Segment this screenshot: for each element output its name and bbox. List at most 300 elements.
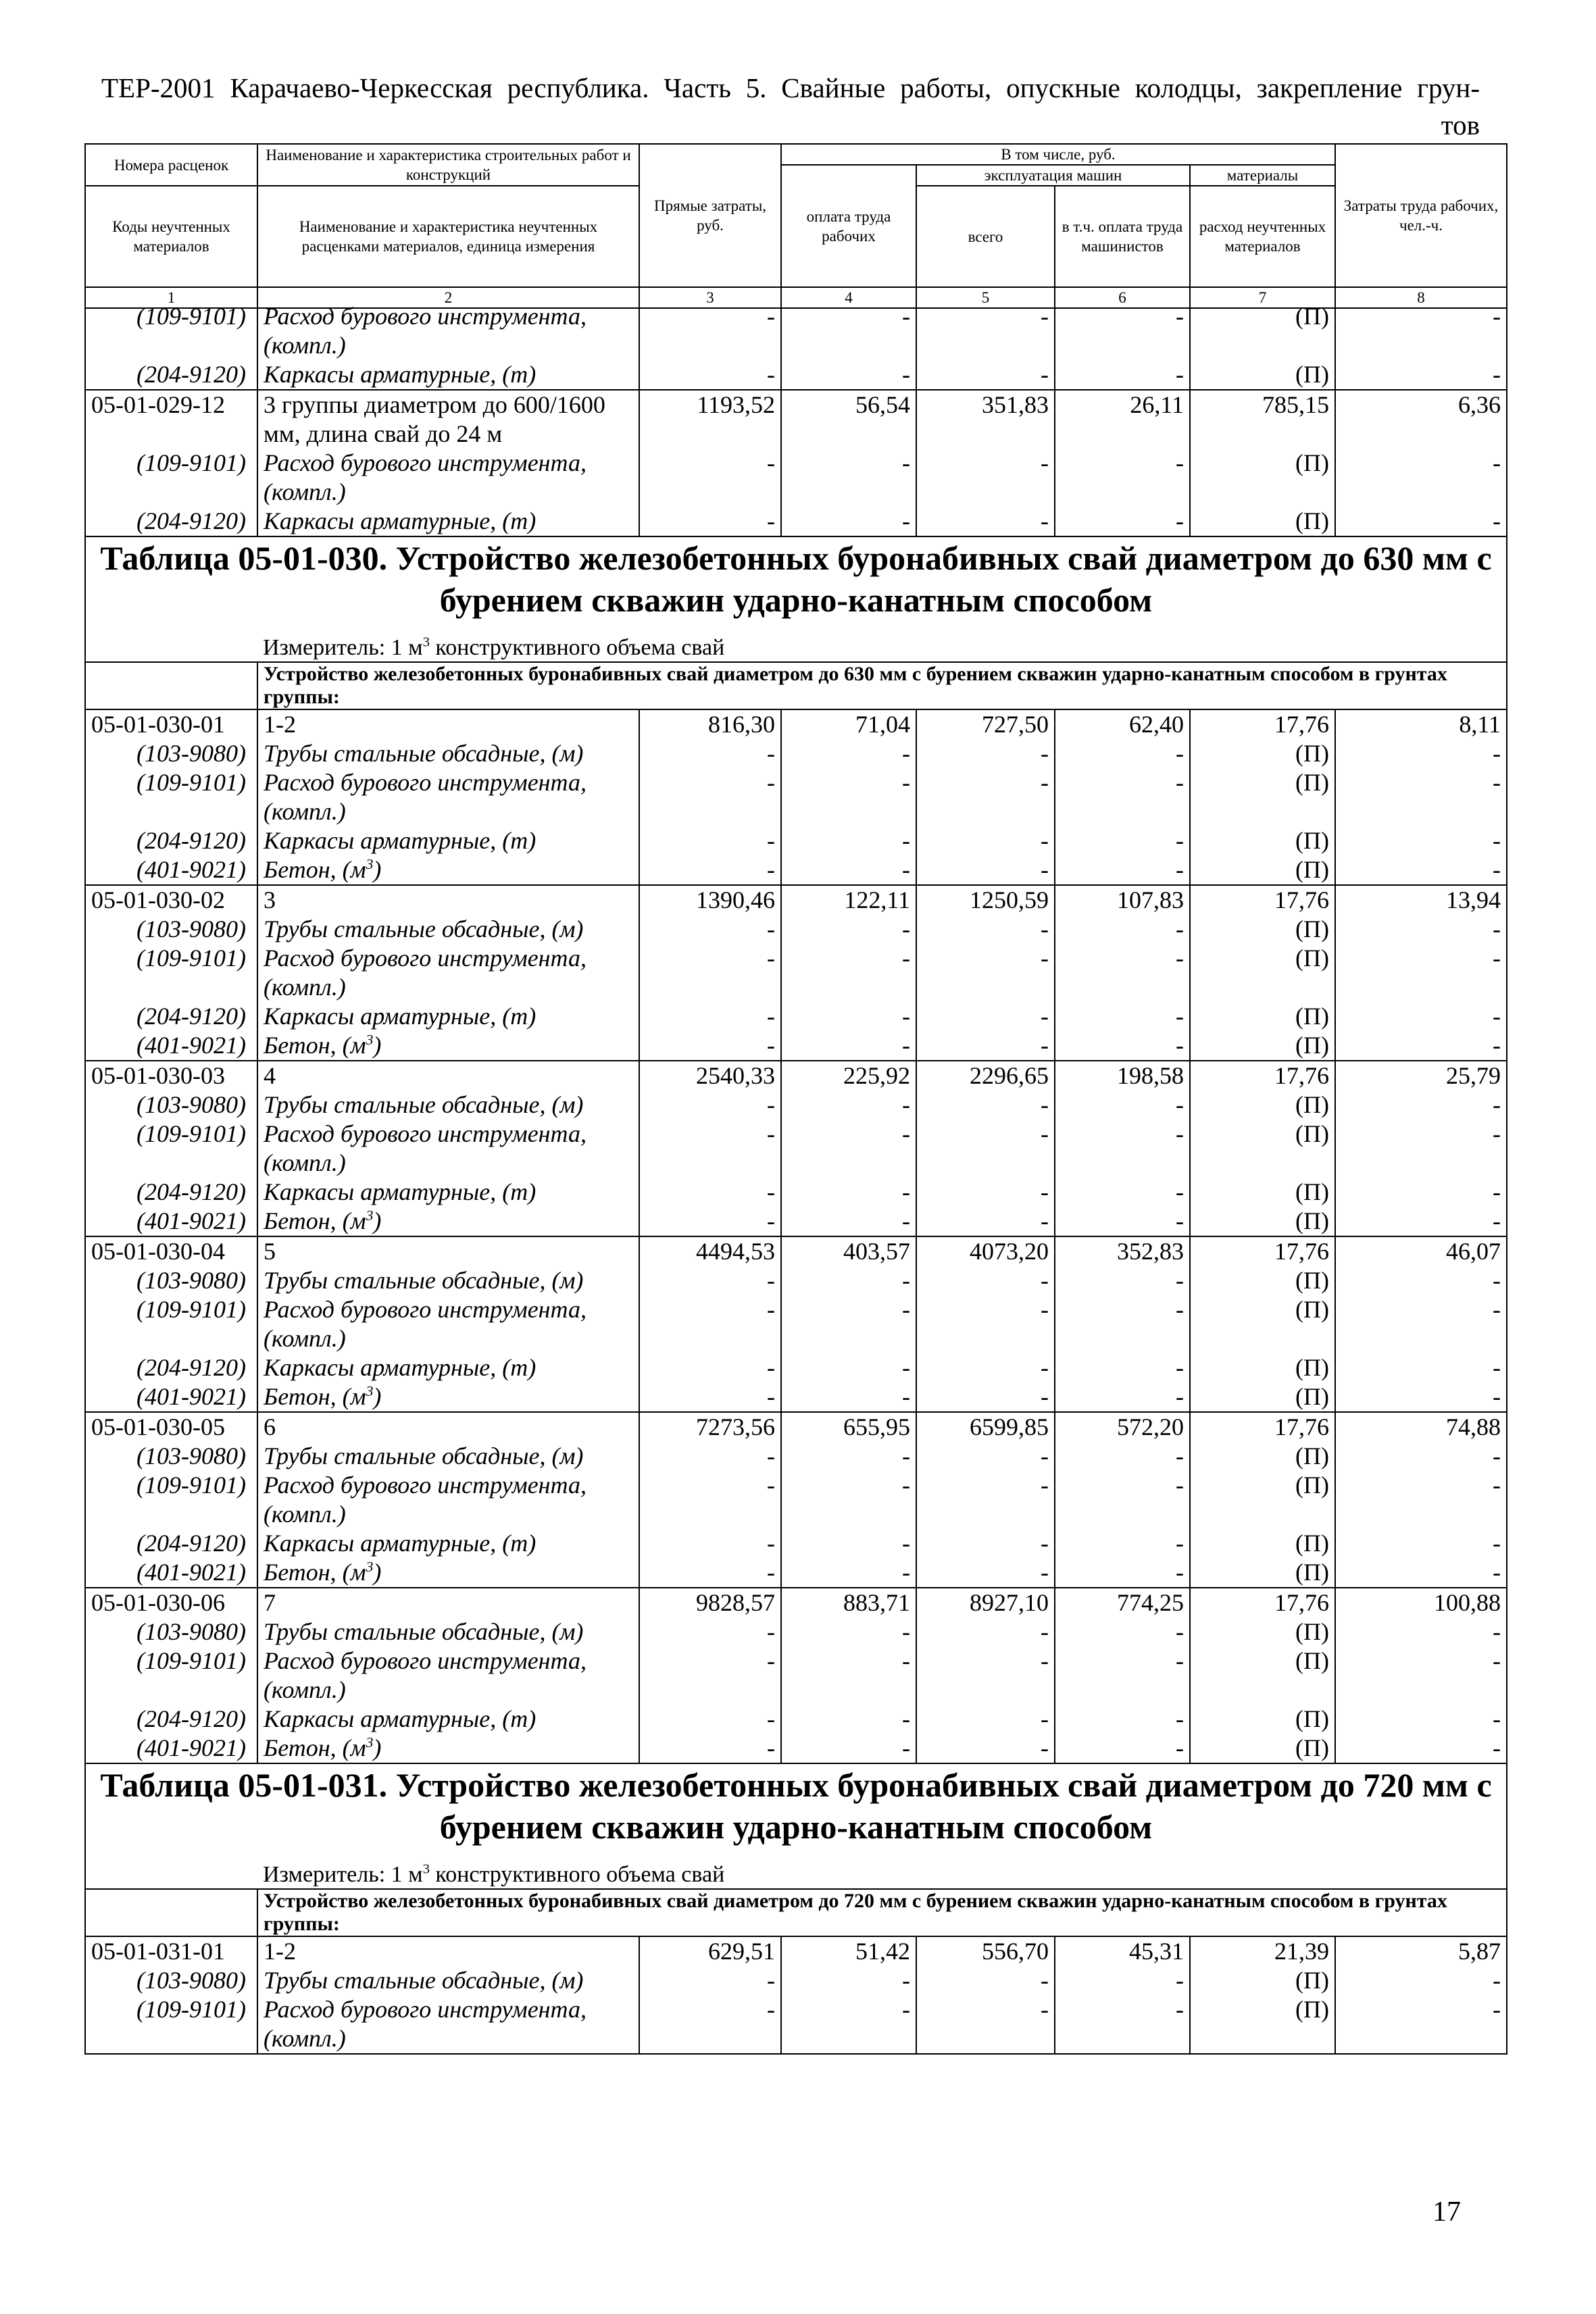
table-title-line: бурением скважин ударно-канатным способом (439, 581, 1153, 619)
value-c3: - (639, 1617, 781, 1646)
meter-prefix: Измеритель: 1 м (263, 1862, 423, 1887)
value-c7: 17,76 (1190, 1412, 1335, 1442)
rate-name: 3 группы диаметром до 600/1600 мм, длина свай до 24 м (257, 390, 639, 449)
value-c8: - (1335, 1353, 1507, 1382)
value-c3: 9828,57 (639, 1588, 781, 1617)
value-c5: - (916, 739, 1055, 768)
value-c7: 17,76 (1190, 1588, 1335, 1617)
col-num: 5 (916, 287, 1055, 308)
value-c3: - (639, 1031, 781, 1061)
value-c7: (П) (1190, 855, 1335, 885)
material-code: (109-9101) (85, 302, 257, 360)
table-title-line: бурением скважин ударно-канатным способом (439, 1808, 1153, 1846)
value-c6: 774,25 (1055, 1588, 1190, 1617)
value-c5: - (916, 507, 1055, 536)
value-c8: 8,11 (1335, 709, 1507, 739)
col-num: 8 (1335, 287, 1507, 308)
material-code: (103-9080) (85, 739, 257, 768)
value-c5: - (916, 915, 1055, 944)
value-c8: - (1335, 1120, 1507, 1178)
value-c7: 21,39 (1190, 1936, 1335, 1966)
value-c4: - (781, 1558, 916, 1588)
value-c7: (П) (1190, 944, 1335, 1002)
material-name: Трубы стальные обсадные, (м) (257, 739, 639, 768)
material-name: Каркасы арматурные, (т) (257, 1002, 639, 1031)
material-name: Каркасы арматурные, (т) (257, 1705, 639, 1734)
material-code: (204-9120) (85, 1002, 257, 1031)
material-row (85, 1207, 1507, 1236)
material-name: Каркасы арматурные, (т) (257, 360, 639, 390)
col-num: 7 (1190, 287, 1335, 308)
material-name-text: Бетон, (м (264, 1207, 366, 1234)
meter-prefix: Измеритель: 1 м (263, 635, 423, 660)
material-name: Расход бурового инструмента, (компл.) (257, 1471, 639, 1529)
value-c7: (П) (1190, 1966, 1335, 1995)
value-c7: (П) (1190, 1090, 1335, 1120)
material-row (85, 1471, 1507, 1529)
value-c8: - (1335, 1995, 1507, 2054)
table-title-row (85, 536, 1507, 621)
rate-name: 4 (257, 1061, 639, 1090)
material-code: (103-9080) (85, 1617, 257, 1646)
material-name-sup: 3 (366, 856, 374, 872)
value-c5: - (916, 1266, 1055, 1295)
rate-row (85, 1588, 1507, 1617)
value-c6: 26,11 (1055, 390, 1190, 449)
material-code: (103-9080) (85, 915, 257, 944)
material-row (85, 1090, 1507, 1120)
material-row (85, 1442, 1507, 1471)
value-c6: - (1055, 1382, 1190, 1412)
rate-code: 05-01-030-05 (85, 1412, 257, 1442)
value-c8: - (1335, 1295, 1507, 1353)
value-c4: 403,57 (781, 1236, 916, 1266)
value-c8: - (1335, 1002, 1507, 1031)
material-row (85, 1646, 1507, 1705)
material-name-sup: 3 (366, 1383, 374, 1399)
material-name (257, 1734, 639, 1763)
value-c5: - (916, 1734, 1055, 1763)
value-c8: - (1335, 360, 1507, 390)
rate-name: 1-2 (257, 709, 639, 739)
value-c7: (П) (1190, 915, 1335, 944)
value-c4: 71,04 (781, 709, 916, 739)
material-name (257, 1558, 639, 1588)
blank-cell (85, 662, 257, 709)
running-header-continuation: тов (1441, 109, 1480, 141)
value-c3: 7273,56 (639, 1412, 781, 1442)
value-c8: - (1335, 1529, 1507, 1558)
rate-row (85, 1936, 1507, 1966)
material-row (85, 507, 1507, 536)
material-name: Каркасы арматурные, (т) (257, 507, 639, 536)
value-c8: - (1335, 1471, 1507, 1529)
value-c8: 5,87 (1335, 1936, 1507, 1966)
value-c8: - (1335, 1442, 1507, 1471)
material-code: (401-9021) (85, 1031, 257, 1061)
value-c6: - (1055, 1471, 1190, 1529)
value-c3: - (639, 302, 781, 360)
value-c4: - (781, 915, 916, 944)
value-c6: - (1055, 1002, 1190, 1031)
value-c4: 655,95 (781, 1412, 916, 1442)
rate-name: 3 (257, 885, 639, 915)
value-c7: 17,76 (1190, 1061, 1335, 1090)
value-c7: (П) (1190, 1295, 1335, 1353)
material-row (85, 1995, 1507, 2054)
value-c8: - (1335, 1734, 1507, 1763)
material-row (85, 360, 1507, 390)
value-c8: - (1335, 1090, 1507, 1120)
rate-code: 05-01-030-01 (85, 709, 257, 739)
col-material-codes-header: Коды неучтенных материалов (85, 186, 257, 287)
value-c3: - (639, 768, 781, 826)
value-c6: - (1055, 1646, 1190, 1705)
value-c3: - (639, 826, 781, 855)
material-name-end: ) (373, 1207, 382, 1234)
value-c6: - (1055, 1705, 1190, 1734)
value-c5: - (916, 1529, 1055, 1558)
material-name-end: ) (373, 1383, 382, 1410)
value-c5: - (916, 1471, 1055, 1529)
value-c4: - (781, 1295, 916, 1353)
value-c6: - (1055, 1266, 1190, 1295)
value-c5: - (916, 1382, 1055, 1412)
value-c6: - (1055, 1295, 1190, 1353)
value-c3: 629,51 (639, 1936, 781, 1966)
material-name: Расход бурового инструмента, (компл.) (257, 1995, 639, 2054)
material-row (85, 768, 1507, 826)
value-c8: - (1335, 449, 1507, 507)
material-row (85, 1295, 1507, 1353)
value-c4: 883,71 (781, 1588, 916, 1617)
value-c3: - (639, 1995, 781, 2054)
material-row (85, 1617, 1507, 1646)
value-c5: 727,50 (916, 709, 1055, 739)
rate-code: 05-01-030-02 (85, 885, 257, 915)
value-c6: - (1055, 768, 1190, 826)
col-work-name-header: Наименование и характеристика строительных работ и конструкций (257, 144, 639, 186)
value-c6: - (1055, 1178, 1190, 1207)
material-row (85, 1266, 1507, 1295)
value-c6: 352,83 (1055, 1236, 1190, 1266)
material-code: (401-9021) (85, 1558, 257, 1588)
material-code: (204-9120) (85, 1529, 257, 1558)
material-name (257, 1031, 639, 1061)
col-labor-hours-header: Затраты труда рабочих, чел.-ч. (1335, 144, 1507, 287)
value-c4: 122,11 (781, 885, 916, 915)
value-c8: - (1335, 302, 1507, 360)
value-c8: - (1335, 1558, 1507, 1588)
value-c5: - (916, 1178, 1055, 1207)
value-c5: - (916, 1705, 1055, 1734)
material-code: (401-9021) (85, 1734, 257, 1763)
value-c5: - (916, 1353, 1055, 1382)
material-name: Трубы стальные обсадные, (м) (257, 1617, 639, 1646)
value-c7: (П) (1190, 360, 1335, 390)
rate-row (85, 390, 1507, 449)
material-name: Трубы стальные обсадные, (м) (257, 915, 639, 944)
material-row (85, 1382, 1507, 1412)
page-number: 17 (1432, 2196, 1461, 2228)
col-including-header: В том числе, руб. (781, 144, 1335, 165)
value-c7: (П) (1190, 768, 1335, 826)
value-c5: - (916, 1442, 1055, 1471)
rates-table (84, 302, 1507, 2055)
material-name (257, 1207, 639, 1236)
value-c4: - (781, 1090, 916, 1120)
material-code: (204-9120) (85, 826, 257, 855)
table-title-line: Таблица 05-01-030. Устройство железобетонных буронабивных свай диаметром до 630 мм с (100, 539, 1492, 577)
value-c5: - (916, 1120, 1055, 1178)
value-c5: - (916, 449, 1055, 507)
value-c4: - (781, 1646, 916, 1705)
value-c6: - (1055, 1442, 1190, 1471)
value-c7: 17,76 (1190, 885, 1335, 915)
value-c7: (П) (1190, 302, 1335, 360)
value-c4: - (781, 768, 916, 826)
material-name: Каркасы арматурные, (т) (257, 1529, 639, 1558)
material-code: (109-9101) (85, 1471, 257, 1529)
rate-code: 05-01-030-04 (85, 1236, 257, 1266)
table-title (85, 536, 1507, 621)
value-c4: - (781, 1266, 916, 1295)
value-c7: (П) (1190, 1382, 1335, 1412)
value-c5: - (916, 1031, 1055, 1061)
value-c6: - (1055, 915, 1190, 944)
material-name-text: Бетон, (м (264, 856, 366, 883)
blank-cell (85, 1889, 257, 1936)
material-name-end: ) (373, 1734, 382, 1761)
value-c8: - (1335, 1705, 1507, 1734)
value-c4: 225,92 (781, 1061, 916, 1090)
value-c5: - (916, 855, 1055, 885)
col-worker-pay-header: оплата труда рабочих (781, 165, 916, 287)
meter-text (257, 1848, 1507, 1889)
value-c6: - (1055, 1031, 1190, 1061)
value-c3: - (639, 449, 781, 507)
value-c7: (П) (1190, 1002, 1335, 1031)
rate-row (85, 709, 1507, 739)
value-c7: (П) (1190, 1558, 1335, 1588)
material-code: (109-9101) (85, 449, 257, 507)
material-name: Расход бурового инструмента, (компл.) (257, 768, 639, 826)
value-c6: 572,20 (1055, 1412, 1190, 1442)
value-c3: - (639, 1646, 781, 1705)
value-c6: 62,40 (1055, 709, 1190, 739)
col-machine-total-header: всего (916, 186, 1055, 287)
material-name-text: Бетон, (м (264, 1032, 366, 1059)
value-c4: 51,42 (781, 1936, 916, 1966)
material-name: Расход бурового инструмента, (компл.) (257, 944, 639, 1002)
value-c6: - (1055, 302, 1190, 360)
rate-row (85, 1061, 1507, 1090)
value-c4: - (781, 1442, 916, 1471)
rate-code: 05-01-030-06 (85, 1588, 257, 1617)
rate-row (85, 1412, 1507, 1442)
column-header-table (84, 143, 1507, 309)
rate-code: 05-01-031-01 (85, 1936, 257, 1966)
col-material-consumption-header: расход неучтенных материалов (1190, 186, 1335, 287)
material-code: (103-9080) (85, 1966, 257, 1995)
table-subtitle: Устройство железобетонных буронабивных свай диаметром до 630 мм с бурением скважин ударно-канатным способом в грунтах группы: (257, 662, 1507, 709)
value-c7: 785,15 (1190, 390, 1335, 449)
value-c4: - (781, 1178, 916, 1207)
material-name-end: ) (373, 856, 382, 883)
value-c6: - (1055, 855, 1190, 885)
table-subtitle: Устройство железобетонных буронабивных свай диаметром до 720 мм с бурением скважин ударно-канатным способом в грунтах группы: (257, 1889, 1507, 1936)
value-c6: - (1055, 826, 1190, 855)
value-c5: 556,70 (916, 1936, 1055, 1966)
value-c7: (П) (1190, 1734, 1335, 1763)
value-c4: - (781, 1529, 916, 1558)
material-name-end: ) (373, 1032, 382, 1059)
material-name-sup: 3 (366, 1207, 374, 1224)
value-c4: - (781, 855, 916, 885)
material-row (85, 449, 1507, 507)
value-c8: - (1335, 1031, 1507, 1061)
value-c8: - (1335, 944, 1507, 1002)
material-name: Каркасы арматурные, (т) (257, 826, 639, 855)
value-c4: - (781, 1471, 916, 1529)
value-c6: 198,58 (1055, 1061, 1190, 1090)
meter-sup: 3 (422, 1861, 430, 1877)
value-c7: (П) (1190, 1705, 1335, 1734)
material-name: Трубы стальные обсадные, (м) (257, 1966, 639, 1995)
value-c4: - (781, 1734, 916, 1763)
col-num: 1 (85, 287, 257, 308)
value-c8: 100,88 (1335, 1588, 1507, 1617)
value-c3: - (639, 1966, 781, 1995)
value-c3: - (639, 1734, 781, 1763)
material-name: Трубы стальные обсадные, (м) (257, 1090, 639, 1120)
material-name: Трубы стальные обсадные, (м) (257, 1442, 639, 1471)
value-c5: - (916, 826, 1055, 855)
meter-suffix: конструктивного объема свай (429, 635, 725, 660)
material-row (85, 1529, 1507, 1558)
value-c5: - (916, 302, 1055, 360)
value-c3: - (639, 1529, 781, 1558)
value-c3: - (639, 1353, 781, 1382)
value-c6: - (1055, 1617, 1190, 1646)
material-code: (204-9120) (85, 1178, 257, 1207)
value-c3: - (639, 1382, 781, 1412)
running-header: ТЕР-2001 Карачаево-Черкесская республика. Часть 5. Свайные работы, опускные колодцы, закрепление грун- (101, 72, 1480, 103)
value-c8: - (1335, 855, 1507, 885)
value-c6: - (1055, 1558, 1190, 1588)
value-c5: - (916, 360, 1055, 390)
col-num: 4 (781, 287, 916, 308)
subtitle-row (85, 662, 1507, 709)
material-row (85, 1966, 1507, 1995)
value-c5: - (916, 1617, 1055, 1646)
value-c7: (П) (1190, 1353, 1335, 1382)
material-row (85, 1002, 1507, 1031)
meter-text (257, 621, 1507, 662)
table-title-line: Таблица 05-01-031. Устройство железобетонных буронабивных свай диаметром до 720 мм с (100, 1766, 1492, 1804)
value-c3: - (639, 915, 781, 944)
material-code: (109-9101) (85, 944, 257, 1002)
material-name-sup: 3 (366, 1032, 374, 1048)
material-name-text: Бетон, (м (264, 1383, 366, 1410)
value-c6: - (1055, 360, 1190, 390)
rate-name: 7 (257, 1588, 639, 1617)
material-code: (109-9101) (85, 768, 257, 826)
rate-name: 5 (257, 1236, 639, 1266)
material-name: Каркасы арматурные, (т) (257, 1178, 639, 1207)
material-code: (109-9101) (85, 1646, 257, 1705)
material-row (85, 1705, 1507, 1734)
material-row (85, 1120, 1507, 1178)
value-c3: - (639, 855, 781, 885)
col-num: 2 (257, 287, 639, 308)
material-code: (204-9120) (85, 1705, 257, 1734)
value-c3: 1193,52 (639, 390, 781, 449)
material-code: (103-9080) (85, 1266, 257, 1295)
value-c8: - (1335, 1266, 1507, 1295)
value-c7: (П) (1190, 1207, 1335, 1236)
meter-suffix: конструктивного объема свай (429, 1862, 725, 1887)
material-code: (204-9120) (85, 360, 257, 390)
value-c3: - (639, 1705, 781, 1734)
material-code: (103-9080) (85, 1090, 257, 1120)
value-c8: - (1335, 507, 1507, 536)
value-c5: - (916, 1002, 1055, 1031)
value-c5: - (916, 1646, 1055, 1705)
value-c5: 6599,85 (916, 1412, 1055, 1442)
value-c3: - (639, 1558, 781, 1588)
value-c5: - (916, 1207, 1055, 1236)
subtitle-row (85, 1889, 1507, 1936)
value-c7: (П) (1190, 1442, 1335, 1471)
value-c4: - (781, 944, 916, 1002)
material-code: (109-9101) (85, 1120, 257, 1178)
value-c8: - (1335, 826, 1507, 855)
meter-sup: 3 (422, 634, 430, 650)
material-name: Расход бурового инструмента, (компл.) (257, 1295, 639, 1353)
value-c8: 13,94 (1335, 885, 1507, 915)
value-c4: - (781, 1966, 916, 1995)
material-row (85, 739, 1507, 768)
material-row (85, 826, 1507, 855)
value-c4: - (781, 449, 916, 507)
value-c6: - (1055, 1966, 1190, 1995)
col-materials-header: материалы (1190, 165, 1335, 186)
material-code: (103-9080) (85, 1442, 257, 1471)
material-name-text: Бетон, (м (264, 1734, 366, 1761)
value-c8: - (1335, 1178, 1507, 1207)
value-c7: 17,76 (1190, 709, 1335, 739)
value-c7: (П) (1190, 826, 1335, 855)
value-c4: - (781, 1002, 916, 1031)
value-c6: - (1055, 944, 1190, 1002)
material-code: (204-9120) (85, 1353, 257, 1382)
value-c3: - (639, 1442, 781, 1471)
value-c5: - (916, 1295, 1055, 1353)
value-c6: - (1055, 739, 1190, 768)
value-c3: - (639, 739, 781, 768)
value-c3: 816,30 (639, 709, 781, 739)
material-name (257, 855, 639, 885)
col-machine-operation-header: эксплуатация машин (916, 165, 1190, 186)
col-num: 6 (1055, 287, 1190, 308)
value-c6: 107,83 (1055, 885, 1190, 915)
value-c3: - (639, 1178, 781, 1207)
value-c8: - (1335, 915, 1507, 944)
material-row (85, 855, 1507, 885)
material-row (85, 915, 1507, 944)
value-c6: 45,31 (1055, 1936, 1190, 1966)
